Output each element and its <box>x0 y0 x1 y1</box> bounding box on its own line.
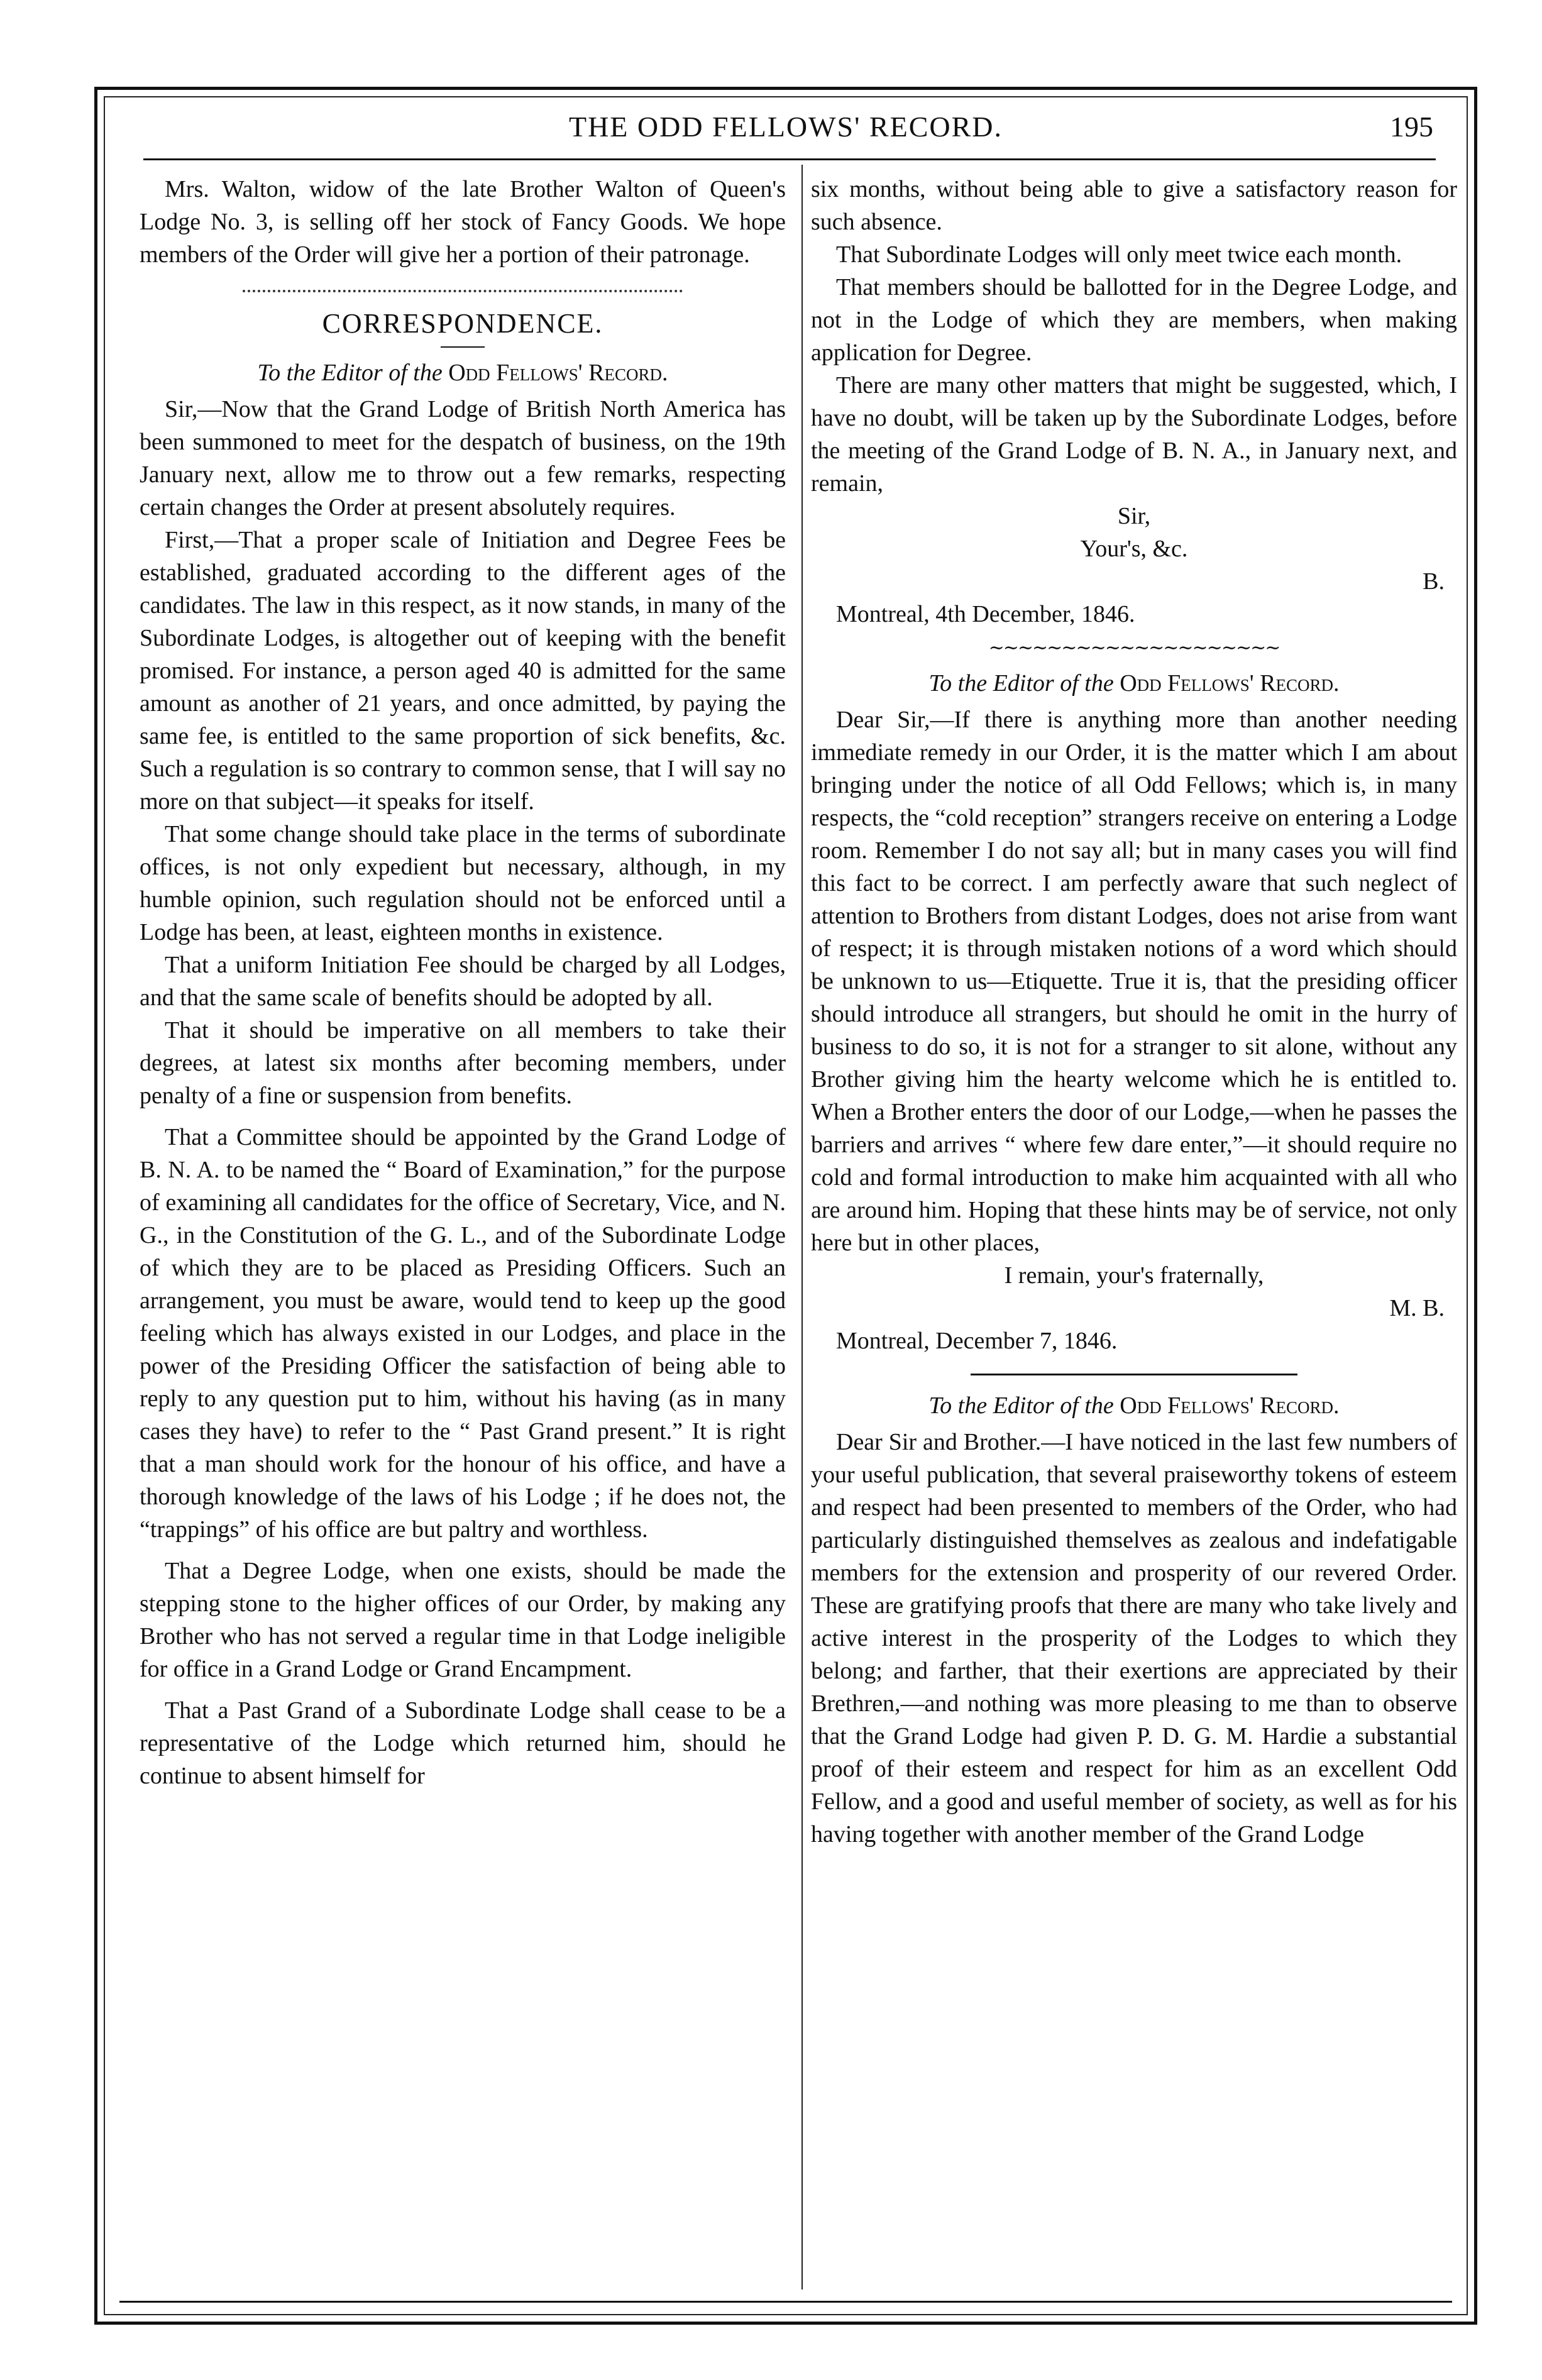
letter-paragraph: six months, without being able to give a satisfactory reason for such absence. <box>811 176 1457 235</box>
section-heading: CORRESPONDENCE. <box>322 308 603 339</box>
salutation-record: Odd Fellows' Record. <box>1120 1392 1340 1419</box>
spacer <box>140 1546 786 1555</box>
notice-paragraph: Mrs. Walton, widow of the late Brother Walton of Queen's Lodge No. 3, is selling off her stock of Fancy Goods. We hope members of the Order will give her a portion of their patronage. <box>140 176 786 268</box>
letter-paragraph: There are many other matters that might be suggested, which, I have no doubt, will be taken up by the Subordinate Lodges, before the meeting of the Grand Lodge of B. N. A., in January next, and remain, <box>811 372 1457 497</box>
letter-dateline: Montreal, 4th December, 1846. <box>836 601 1135 627</box>
letter-paragraph: That a uniform Initiation Fee should be charged by all Lodges, and that the same scale of benefits should be adopted by all. <box>140 952 786 1011</box>
letter-paragraph: That a Degree Lodge, when one exists, should be made the stepping stone to the higher offices of our Order, by making any Brother who has not served a regular time in that Lodge ineligible for office in a Grand Lodge or Grand Encampment. <box>140 1558 786 1682</box>
spacer <box>140 1112 786 1121</box>
letter-paragraph: Dear Sir,—If there is anything more than another needing immediate remedy in our Order, it is the matter which I am about bringing under the notice of all Odd Fellows; which is, in many respects, the “cold reception” strangers receive on entering a Lodge room. Remember I do not say all; but in many cases you will find this fact to be correct. I am perfectly aware that such neglect of attention to Brothers from distant Lodges, does not arise from want of respect; it is through mistaken notions of a word which should be unknown to us—Etiquette. True it is, that the presiding officer should introduce all strangers, but should he omit in the hurry of business to do so, it is not for a stranger to sit alone, without any Brother giving him the hearty welcome which he is entitled to. When a Brother enters the door of our Lodge,—when he passes the barriers and arrives “ where few dare enter,”—it should require no cold and formal introduction to make him acquainted with all who are around him. Hoping that these hints may be of service, not only here but in other places, <box>811 707 1457 1256</box>
running-title: THE ODD FELLOWS' RECORD. <box>568 111 1003 143</box>
page-number: 195 <box>1390 111 1433 143</box>
salutation-record: Odd Fellows' Record. <box>1120 670 1340 697</box>
letter-paragraph: That it should be imperative on all members to take their degrees, at latest six months after becoming members, under penalty of a fine or suspension from benefits. <box>140 1017 786 1109</box>
spacer <box>140 1685 786 1694</box>
header-rule <box>143 158 1436 160</box>
bottom-rule <box>119 2301 1452 2303</box>
heading-rule <box>441 346 485 348</box>
letter-closing: I remain, your's fraternally, <box>1004 1262 1264 1289</box>
letter-signature: M. B. <box>1389 1295 1445 1321</box>
salutation-record: Odd Fellows' Record. <box>448 360 668 386</box>
letter-salutation <box>811 1389 1457 1422</box>
letter-paragraph: That a Past Grand of a Subordinate Lodge shall cease to be a representative of the Lodge which returned him, should he continue to absent himself for <box>140 1697 786 1789</box>
salutation-text: To the Editor of the <box>928 670 1114 697</box>
column-divider <box>801 165 803 2289</box>
salutation-text: To the Editor of the <box>928 1392 1114 1419</box>
letter-separator-rule <box>971 1374 1297 1375</box>
right-column <box>811 173 1457 1851</box>
letter-paragraph: That some change should take place in the terms of subordinate offices, is not only expedient but necessary, although, in my humble opinion, such regulation should not be enforced until a Lodge has been, at least, eighteen months in existence. <box>140 821 786 945</box>
letter-paragraph: That members should be ballotted for in the Degree Lodge, and not in the Lodge of which they are members, when making application for Degree. <box>811 274 1457 366</box>
letter-paragraph: Sir,—Now that the Grand Lodge of British North America has been summoned to meet for the despatch of business, on the 19th January next, allow me to throw out a few remarks, respecting certain changes the Order at present absolutely requires. <box>140 396 786 521</box>
letter-salutation <box>811 667 1457 700</box>
letter-salutation <box>140 356 786 389</box>
letter-closing: Sir, <box>1117 503 1151 529</box>
running-header <box>113 110 1458 154</box>
wavy-separator: ∼∼∼∼∼∼∼∼∼∼∼∼∼∼∼∼∼∼∼∼ <box>988 637 1280 658</box>
letter-paragraph: Dear Sir and Brother.—I have noticed in the last few numbers of your useful publication, that several praiseworthy tokens of esteem and respect had been presented to members of the Order, who had particularly distinguished themselves as zealous and indefatigable members for the extension and prosperity of our revered Order. These are gratifying proofs that there are many who take lively and active interest in the prosperity of the Lodges to which they belong; and farther, that their exertions are appreciated by their Brethren,—and nothing was more pleasing to me than to observe that the Grand Lodge had given P. D. G. M. Hardie a substantial proof of their esteem and respect for him as an excellent Odd Fellow, and a good and useful member of society, as well as for his having together with another member of the Grand Lodge <box>811 1429 1457 1848</box>
letter-closing: Your's, &c. <box>1080 536 1188 562</box>
letter-signature: B. <box>1423 568 1445 595</box>
letter-paragraph: That Subordinate Lodges will only meet twice each month. <box>836 241 1402 268</box>
letter-paragraph: First,—That a proper scale of Initiation and Degree Fees be established, graduated according to the different ages of the candidates. The law in this respect, as it now stands, in many of the Subordinate Lodges, is altogether out of keeping with the benefit promised. For instance, a person aged 40 is admitted for the same amount as another of 21 years, and once admitted, by paying the same fee, is entitled to the same proportion of sick benefits, &c. Such a regulation is so contrary to common sense, that I will say no more on that subject—it speaks for itself. <box>140 527 786 815</box>
left-column <box>140 173 786 1792</box>
letter-paragraph: That a Committee should be appointed by the Grand Lodge of B. N. A. to be named the “ Board of Examination,” for the purpose of examining all candidates for the office of Secretary, Vice, and N. G., in the Constitution of the G. L., and of the Subordinate Lodge of which they are to be placed as Presiding Officers. Such an arrangement, you must be aware, would tend to keep up the good feeling which has always existed in our Lodges, and place in the power of the Presiding Officer the satisfaction of being able to reply to any question put to him, without his having (as in many cases they have) to refer to the “ Past Grand present.” It is right that a man should work for the honour of his office, and have a thorough knowledge of the laws of his Lodge ; if he does not, the “trappings” of his office are but paltry and worthless. <box>140 1124 786 1543</box>
dotted-separator <box>243 290 683 292</box>
salutation-text: To the Editor of the <box>257 360 443 386</box>
letter-dateline: Montreal, December 7, 1846. <box>836 1328 1118 1354</box>
